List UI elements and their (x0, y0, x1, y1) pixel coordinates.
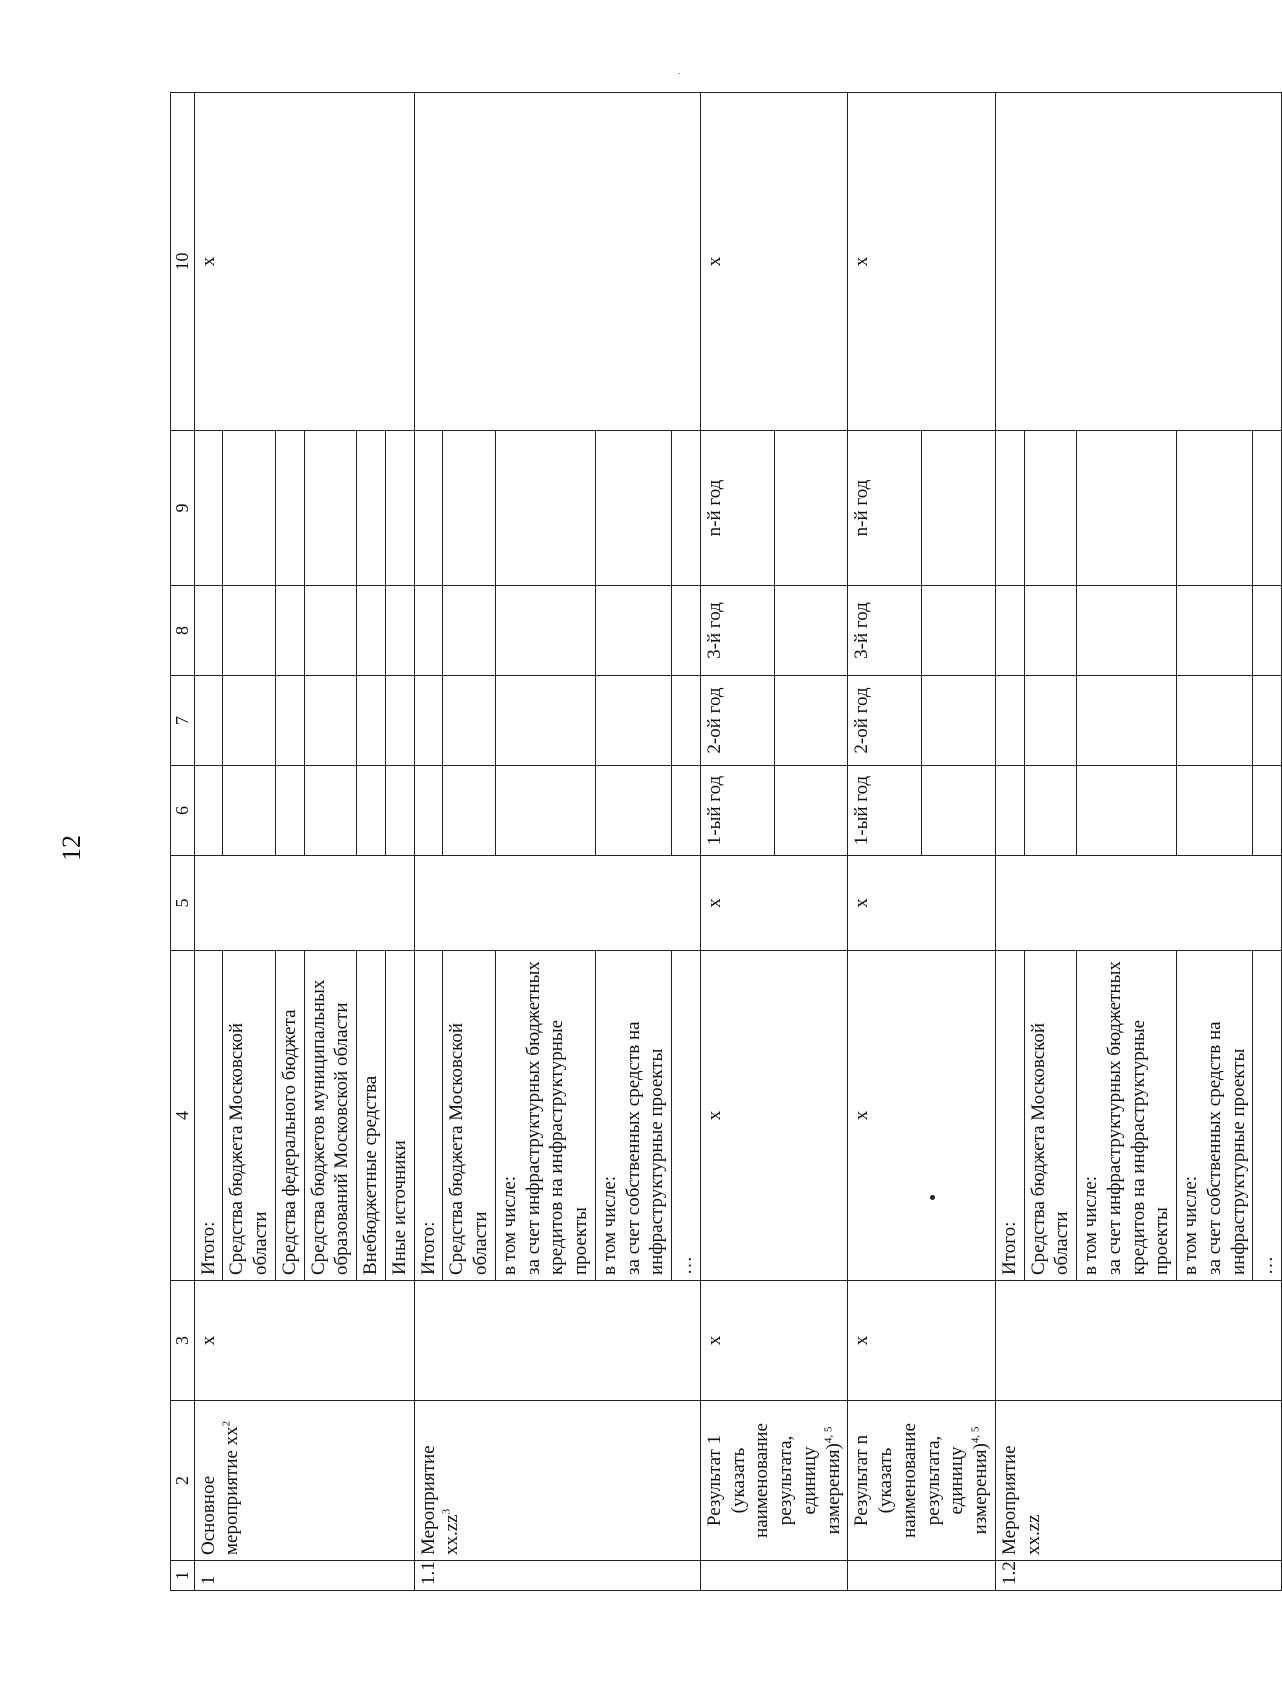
table-row (194, 93, 223, 1591)
year-label: n-й год (848, 431, 922, 586)
header-cell: 1 (171, 1561, 195, 1591)
source-cell: Итого: (995, 951, 1024, 1281)
year-label: 2-ой год (848, 676, 922, 766)
header-cell: 8 (171, 586, 195, 676)
year-label: 3-й год (700, 586, 774, 676)
x-mark: х (700, 856, 848, 951)
year-label: 1-ый год (848, 766, 922, 856)
source-cell: Средства федерального бюджета (275, 951, 304, 1281)
x-mark: х (194, 93, 414, 431)
row-number: 1.1 (414, 1561, 700, 1591)
events-table (170, 92, 1282, 1591)
source-cell: … (672, 951, 701, 1281)
source-cell: Иные источники (385, 951, 414, 1281)
header-row (171, 93, 195, 1591)
x-mark: х (848, 856, 996, 951)
x-mark: х (848, 951, 996, 1281)
ink-dot (930, 1195, 935, 1200)
source-cell: … (1253, 951, 1282, 1281)
x-mark: х (848, 93, 996, 431)
main-event-name: Основное мероприятие $хх^2$ (194, 1401, 414, 1561)
source-cell: Внебюджетные средства (357, 951, 386, 1281)
source-cell: в том числе: за счет собственных средств на инфраструктурные проекты (595, 951, 671, 1281)
header-cell: 3 (171, 1281, 195, 1401)
result-n: Результат n (указать наименование результата, единицу измерения)$^{4, 5}$ (848, 1401, 996, 1561)
source-cell: Средства бюджета Московской области (1024, 951, 1077, 1281)
year-label: 1-ый год (700, 766, 774, 856)
header-cell: 6 (171, 766, 195, 856)
source-cell: Итого: (414, 951, 443, 1281)
header-cell: 4 (171, 951, 195, 1281)
x-mark: х (194, 1281, 414, 1401)
x-mark: х (848, 1281, 996, 1401)
page-number: 12 (57, 835, 86, 861)
x-mark: х (700, 951, 848, 1281)
result-1: Результат 1 (указать наименование результата, единицу измерения)$^{4, 5}$ (700, 1401, 848, 1561)
source-cell: в том числе: за счет инфраструктурных бюджетных кредитов на инфраструктурные проекты (1077, 951, 1177, 1281)
header-cell: 7 (171, 676, 195, 766)
rotated-table-area (170, 93, 1278, 1591)
row-number: 1.2 (995, 1561, 1281, 1591)
row-number: 1 (194, 1561, 414, 1591)
source-cell: в том числе: за счет собственных средств на инфраструктурные проекты (1177, 951, 1253, 1281)
event-name: Мероприятие хх.zz (995, 1401, 1281, 1561)
source-cell: в том числе: за счет инфраструктурных бюджетных кредитов на инфраструктурные проекты (495, 951, 595, 1281)
source-cell: Итого: (194, 951, 223, 1281)
x-mark: х (700, 1281, 848, 1401)
x-mark: х (700, 93, 848, 431)
header-cell: 10 (171, 93, 195, 431)
header-cell: 5 (171, 856, 195, 951)
source-cell: Средства бюджетов муниципальных образований Московской области (304, 951, 357, 1281)
scan-mark (678, 73, 680, 74)
header-cell: 9 (171, 431, 195, 586)
year-label: 3-й год (848, 586, 922, 676)
header-cell: 2 (171, 1401, 195, 1561)
source-cell: Средства бюджета Московской области (443, 951, 496, 1281)
year-label: 2-ой год (700, 676, 774, 766)
event-name: Мероприятие $хх.zz^3$ (414, 1401, 700, 1561)
year-label: n-й год (700, 431, 774, 586)
source-cell: Средства бюджета Московской области (223, 951, 276, 1281)
